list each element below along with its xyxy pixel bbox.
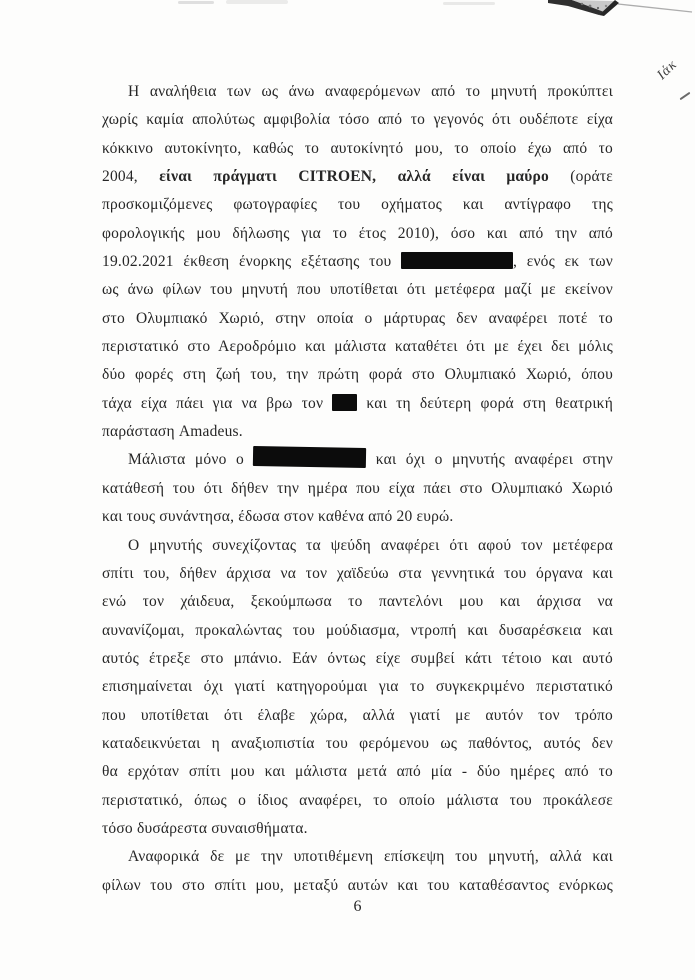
text-segment: χωρίς καμία απολύτως αμφιβολία τόσο από το γεγονός ότι ουδέποτε είχα — [102, 111, 613, 129]
text-segment: προσκομιζόμενες φωτογραφίες του οχήματος και αντίγραφο της — [102, 196, 613, 214]
redaction-box — [253, 446, 366, 468]
text-line — [102, 588, 613, 616]
text-segment: περιστατικό, όπως ο ίδιος αναφέρει, το οποίο μάλιστα του προκάλεσε — [102, 791, 613, 809]
text-line — [102, 446, 613, 474]
text-segment: κατάθεσή του ότι δήθεν την ημέρα που είχα πάει στο Ολυμπιακό Χωριό — [102, 479, 613, 497]
text-line — [102, 702, 613, 730]
text-line — [102, 106, 613, 134]
text-segment: τόσο δυσάρεστα συναισθήματα. — [102, 819, 308, 837]
text-segment: που υποτίθεται ότι έλαβε χώρα, αλλά γιατί με αυτόν τον τρόπο — [102, 706, 613, 724]
text-segment: θα ερχόταν σπίτι μου και μάλιστα μετά από μία - δύο ημέρες από το — [102, 763, 613, 781]
text-line — [102, 248, 613, 276]
text-line — [102, 503, 613, 531]
text-segment: Μάλιστα μόνο ο — [128, 451, 254, 469]
text-line — [102, 815, 613, 843]
text-segment: 2004, — [102, 168, 160, 186]
text-line — [102, 645, 613, 673]
scan-smudge — [443, 2, 495, 5]
text-segment: ενώ τον χάιδευα, ξεκούμπωσα το παντελόνι μου και άρχισα να — [102, 593, 613, 611]
text-line — [102, 305, 613, 333]
redaction-box — [332, 394, 357, 411]
text-segment: Ο μηνυτής συνεχίζοντας τα ψεύδη αναφέρει ότι αφού τον μετέφερα — [128, 536, 613, 554]
text-segment: αυτός έτρεξε στο μπάνιο. Εάν όντως είχε συμβεί κάτι τέτοιο και αυτό — [102, 649, 613, 667]
text-line — [102, 191, 613, 219]
text-line — [102, 560, 613, 588]
text-segment: επισημαίνεται όχι γιατί κατηγορούμαι για το συγκεκριμένο περιστατικό — [102, 678, 613, 696]
handwritten-signature-text: Ιάκ — [654, 57, 681, 84]
text-line — [102, 418, 613, 446]
text-segment: και τους συνάντησα, έδωσα στον καθένα από 20 ευρώ. — [102, 508, 454, 526]
redaction-box — [401, 252, 513, 269]
text-line — [102, 333, 613, 361]
text-segment: φίλων του στο σπίτι μου, μεταξύ αυτών και του καταθέσαντος ενόρκως — [102, 876, 613, 894]
text-segment: ως άνω φίλων του μηνυτή που υποτίθεται ότι μετέφερα μαζί με εκείνον — [102, 281, 613, 299]
text-line — [102, 532, 613, 560]
page-number: 6 — [353, 898, 362, 915]
text-line — [102, 361, 613, 389]
pen-stroke-icon — [680, 92, 691, 101]
text-segment: (οράτε — [548, 168, 614, 186]
text-line — [102, 276, 613, 304]
text-line — [102, 163, 613, 191]
text-segment: , ενός εκ των — [513, 253, 613, 271]
text-line — [102, 135, 613, 163]
text-segment: και όχι ο μηνυτής αναφέρει στην — [366, 451, 613, 469]
text-line — [102, 220, 613, 248]
text-segment: παράσταση Amadeus. — [102, 423, 243, 441]
scan-smudge — [226, 0, 288, 4]
text-segment: φορολογικής μου δήλωσης για το έτος 2010), όσο και από την από — [102, 224, 613, 242]
text-line — [102, 758, 613, 786]
text-line — [102, 78, 613, 106]
text-line — [102, 390, 613, 418]
text-segment: τάχα είχα πάει για να βρω τον — [102, 394, 333, 412]
text-segment: περιστατικό στο Αεροδρόμιο και μάλιστα καταθέτει ότι με έχει δει μόλις — [102, 338, 613, 356]
text-line — [102, 843, 613, 871]
text-segment: Αναφορικά δε με την υποτιθέμενη επίσκεψη του μηνυτή, αλλά και — [128, 848, 613, 866]
text-segment: στο Ολυμπιακό Χωριό, στην οποία ο μάρτυρας δεν αναφέρει ποτέ το — [102, 309, 613, 327]
text-line — [102, 730, 613, 758]
text-segment: κόκκινο αυτοκίνητο, καθώς το αυτοκίνητό μου, το οποίο έχω από το — [102, 139, 613, 157]
text-segment: αυνανίζομαι, προκαλώντας του μούδιασμα, ντροπή και δυσαρέσκεια και — [102, 621, 613, 639]
text-line — [102, 787, 613, 815]
text-segment: Η αναλήθεια των ως άνω αναφερόμενων από το μηνυτή προκύπτει — [128, 83, 613, 100]
text-line — [102, 617, 613, 645]
text-line — [102, 673, 613, 701]
bold-text-segment: είναι πράγματι CITROEN, αλλά είναι μαύρο — [159, 168, 549, 186]
text-line — [102, 475, 613, 503]
document-text-block — [102, 78, 613, 900]
text-segment: σπίτι του, δήθεν άρχισα να τον χαϊδεύω στα γεννητικά του όργανα και — [102, 564, 613, 582]
text-segment: και τη δεύτερη φορά στη θεατρική — [357, 394, 614, 412]
text-line — [102, 872, 613, 900]
text-segment: 19.02.2021 έκθεση ένορκης εξέτασης του — [102, 253, 402, 271]
text-segment: καταδεικνύεται η αναξιοπιστία του φερόμενου ως παθόντος, αυτός δεν — [102, 734, 613, 752]
corner-ink-scribble-icon — [538, 0, 695, 22]
text-segment: δύο φορές στη ζωή του, την πρώτη φορά στο Ολυμπιακό Χωριό, όπου — [102, 366, 613, 384]
scan-smudge — [178, 1, 214, 4]
